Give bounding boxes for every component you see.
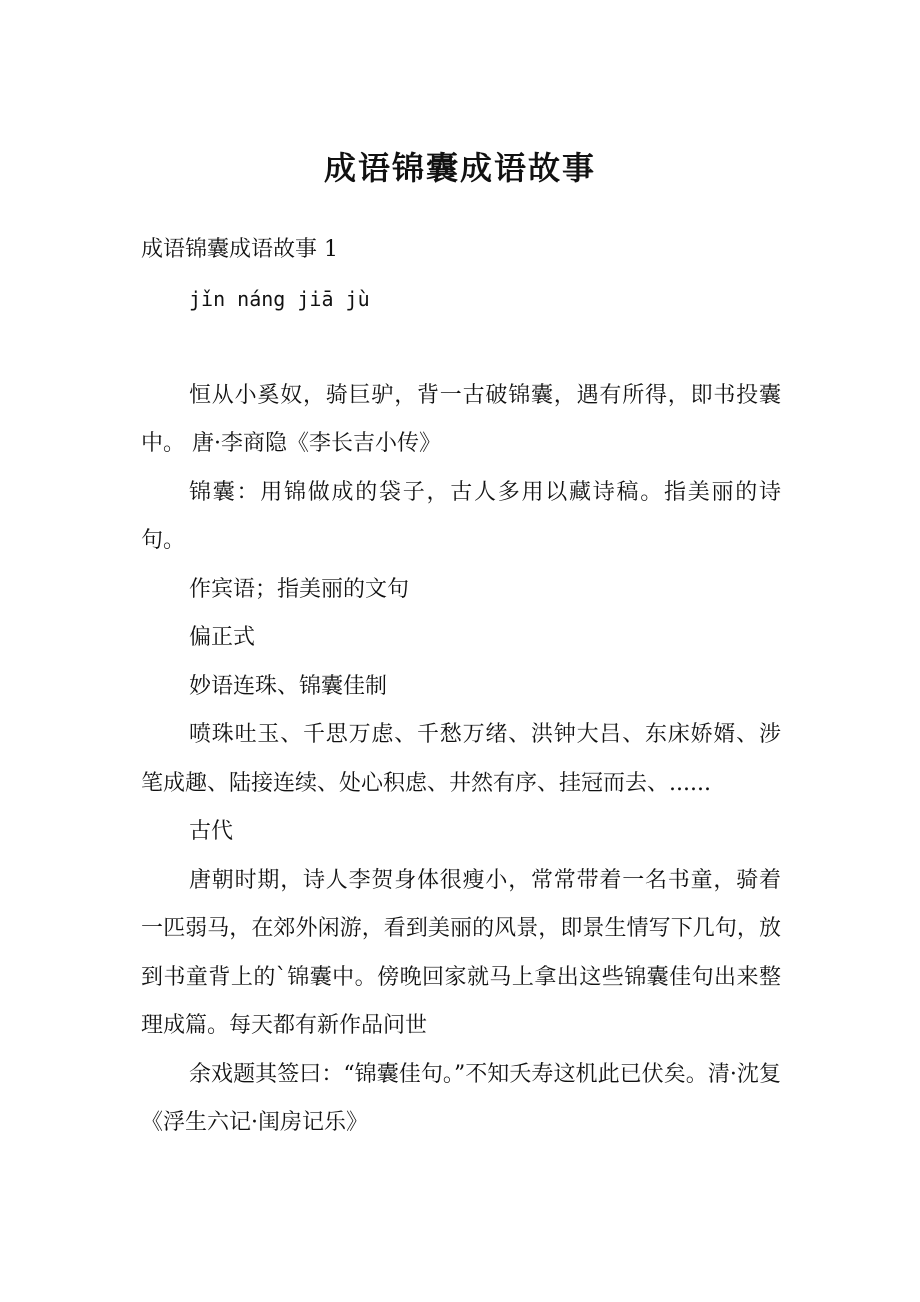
story-paragraph: 唐朝时期，诗人李贺身体很瘦小，常常带着一名书童，骑着一匹弱马，在郊外闲游，看到美丽的风景，即景生情写下几句，放到书童背上的`锦囊中。傍晚回家就马上拿出这些锦囊佳句出来整理成篇。每天都有新作品问世 — [141, 867, 781, 1038]
structure-paragraph: 偏正式 — [189, 625, 256, 650]
usage-paragraph: 作宾语；指美丽的文句 — [189, 576, 410, 602]
pinyin-line: jǐn náng jiā jù — [189, 286, 370, 311]
blank-line — [141, 323, 781, 372]
definition-paragraph: 锦囊：用锦做成的袋子，古人多用以藏诗稿。指美丽的诗句。 — [141, 479, 781, 553]
era-paragraph: 古代 — [189, 819, 234, 844]
document-body — [141, 226, 781, 1148]
related-idioms-paragraph: 喷珠吐玉、千思万虑、千愁万绪、洪钟大吕、东床娇婿、涉笔成趣、陆接连续、处心积虑、井然有序、挂冠而去、...... — [141, 722, 781, 796]
source-quote: 恒从小奚奴，骑巨驴，背一古破锦囊，遇有所得，即书投囊中。 唐·李商隐《李长吉小传》 — [141, 382, 781, 456]
section-heading: 成语锦囊成语故事 1 — [141, 237, 338, 262]
document-title: 成语锦囊成语故事 — [323, 149, 596, 187]
example-quote-paragraph: 余戏题其签曰：“锦囊佳句。”不知夭寿这机此已伏矣。清·沈复《浮生六记·闺房记乐》 — [141, 1061, 781, 1135]
synonyms-paragraph: 妙语连珠、锦囊佳制 — [189, 673, 388, 699]
